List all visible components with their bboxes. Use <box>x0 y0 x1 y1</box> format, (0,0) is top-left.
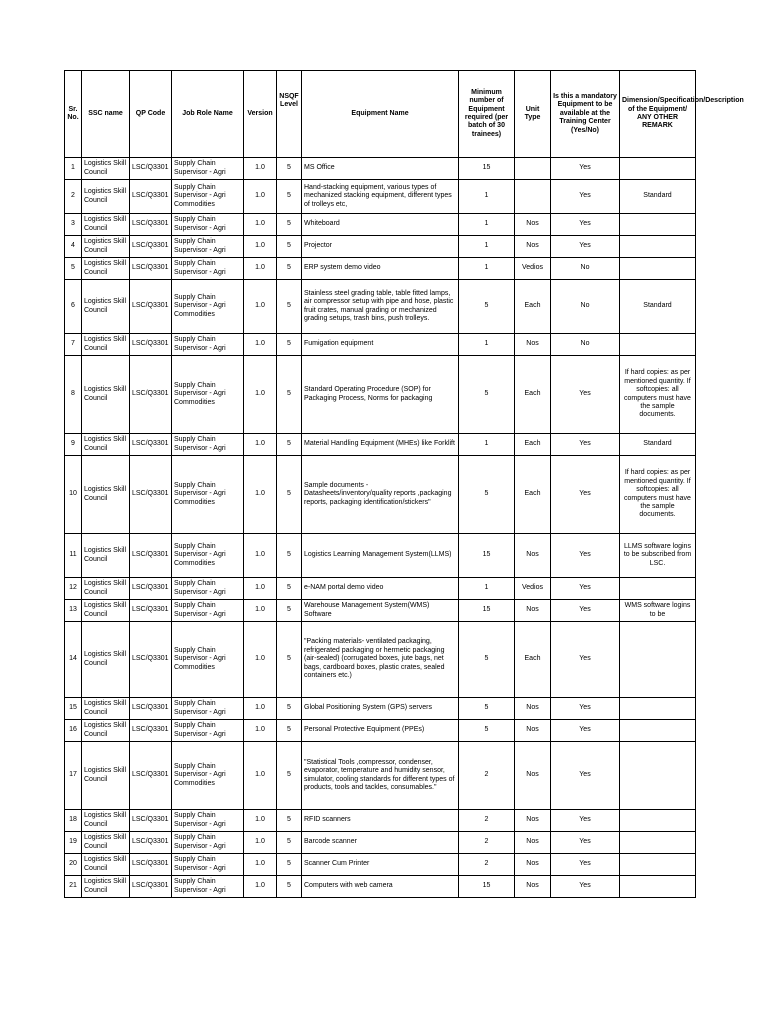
remark-cell: LLMS software logins to be subscribed from LSC. <box>620 534 696 578</box>
remark-cell <box>620 854 696 876</box>
sr-no-cell: 17 <box>65 742 82 810</box>
equipment-name-cell: Whiteboard <box>302 214 459 236</box>
mandatory-cell: Yes <box>551 832 620 854</box>
job-role-cell: Supply Chain Supervisor - Agri <box>172 158 244 180</box>
version-cell: 1.0 <box>244 810 277 832</box>
table-row <box>65 600 696 622</box>
qp-code-cell: LSC/Q3301 <box>130 578 172 600</box>
sr-no-cell: 21 <box>65 876 82 898</box>
remark-cell <box>620 578 696 600</box>
job-role-cell: Supply Chain Supervisor - Agri <box>172 698 244 720</box>
table-row <box>65 854 696 876</box>
minimum-number-cell: 1 <box>459 434 515 456</box>
version-cell: 1.0 <box>244 534 277 578</box>
unit-type-cell: Each <box>515 280 551 334</box>
remark-cell <box>620 334 696 356</box>
unit-type-cell: Nos <box>515 334 551 356</box>
equipment-name-cell: "Packing materials- ventilated packaging, refrigerated packaging or hermetic packaging (air-sealed) (corrugated boxes, jute bags, net bags, cardboard boxes, plastic crates, sealed containers etc.) <box>302 622 459 698</box>
nsqf-level-cell: 5 <box>277 258 302 280</box>
unit-type-cell: Nos <box>515 236 551 258</box>
qp-code-cell: LSC/Q3301 <box>130 434 172 456</box>
table-row <box>65 334 696 356</box>
unit-type-cell: Nos <box>515 720 551 742</box>
table-row <box>65 158 696 180</box>
nsqf-level-cell: 5 <box>277 578 302 600</box>
version-cell: 1.0 <box>244 280 277 334</box>
unit-type-cell: Nos <box>515 534 551 578</box>
nsqf-level-cell: 5 <box>277 434 302 456</box>
sr-no-cell: 11 <box>65 534 82 578</box>
qp-code-cell: LSC/Q3301 <box>130 214 172 236</box>
ssc-name-cell: Logistics Skill Council <box>82 434 130 456</box>
sr-no-cell: 10 <box>65 456 82 534</box>
equipment-name-cell: Personal Protective Equipment (PPEs) <box>302 720 459 742</box>
equipment-name-cell: Hand-stacking equipment, various types of mechanized stacking equipment, different types of trolleys etc, <box>302 180 459 214</box>
unit-type-cell: Nos <box>515 876 551 898</box>
sr-no-cell: 12 <box>65 578 82 600</box>
header-minimum-number: Minimum number of Equipment required (per batch of 30 trainees) <box>459 71 515 158</box>
minimum-number-cell: 2 <box>459 742 515 810</box>
ssc-name-cell: Logistics Skill Council <box>82 600 130 622</box>
nsqf-level-cell: 5 <box>277 534 302 578</box>
version-cell: 1.0 <box>244 876 277 898</box>
version-cell: 1.0 <box>244 578 277 600</box>
mandatory-cell: Yes <box>551 214 620 236</box>
ssc-name-cell: Logistics Skill Council <box>82 876 130 898</box>
remark-cell: Standard <box>620 434 696 456</box>
header-row <box>65 71 696 158</box>
table-row <box>65 876 696 898</box>
remark-cell <box>620 236 696 258</box>
table-row <box>65 622 696 698</box>
qp-code-cell: LSC/Q3301 <box>130 280 172 334</box>
mandatory-cell: Yes <box>551 456 620 534</box>
equipment-table <box>64 70 744 898</box>
remark-cell: Standard <box>620 180 696 214</box>
qp-code-cell: LSC/Q3301 <box>130 334 172 356</box>
job-role-cell: Supply Chain Supervisor - Agri <box>172 600 244 622</box>
job-role-cell: Supply Chain Supervisor - Agri Commodities <box>172 456 244 534</box>
sr-no-cell: 14 <box>65 622 82 698</box>
remark-cell <box>620 622 696 698</box>
mandatory-cell: Yes <box>551 622 620 698</box>
qp-code-cell: LSC/Q3301 <box>130 158 172 180</box>
job-role-cell: Supply Chain Supervisor - Agri Commodities <box>172 742 244 810</box>
version-cell: 1.0 <box>244 334 277 356</box>
nsqf-level-cell: 5 <box>277 742 302 810</box>
nsqf-level-cell: 5 <box>277 720 302 742</box>
qp-code-cell: LSC/Q3301 <box>130 876 172 898</box>
equipment-name-cell: Barcode scanner <box>302 832 459 854</box>
mandatory-cell: Yes <box>551 578 620 600</box>
job-role-cell: Supply Chain Supervisor - Agri <box>172 854 244 876</box>
ssc-name-cell: Logistics Skill Council <box>82 832 130 854</box>
equipment-name-cell: Fumigation equipment <box>302 334 459 356</box>
table-row <box>65 832 696 854</box>
table-row <box>65 810 696 832</box>
equipment-name-cell: e-NAM portal demo video <box>302 578 459 600</box>
sr-no-cell: 19 <box>65 832 82 854</box>
nsqf-level-cell: 5 <box>277 876 302 898</box>
unit-type-cell: Nos <box>515 854 551 876</box>
sr-no-cell: 3 <box>65 214 82 236</box>
equipment-name-cell: Standard Operating Procedure (SOP) for Packaging Process, Norms for packaging <box>302 356 459 434</box>
header-unit-type: Unit Type <box>515 71 551 158</box>
remark-cell: WMS software logins to be <box>620 600 696 622</box>
unit-type-cell: Vedios <box>515 578 551 600</box>
table-row <box>65 434 696 456</box>
table-row <box>65 456 696 534</box>
qp-code-cell: LSC/Q3301 <box>130 356 172 434</box>
version-cell: 1.0 <box>244 600 277 622</box>
mandatory-cell: Yes <box>551 236 620 258</box>
job-role-cell: Supply Chain Supervisor - Agri <box>172 258 244 280</box>
mandatory-cell: Yes <box>551 180 620 214</box>
sr-no-cell: 2 <box>65 180 82 214</box>
version-cell: 1.0 <box>244 698 277 720</box>
ssc-name-cell: Logistics Skill Council <box>82 810 130 832</box>
table-body <box>65 158 696 898</box>
nsqf-level-cell: 5 <box>277 158 302 180</box>
unit-type-cell <box>515 180 551 214</box>
version-cell: 1.0 <box>244 434 277 456</box>
qp-code-cell: LSC/Q3301 <box>130 180 172 214</box>
unit-type-cell: Nos <box>515 742 551 810</box>
version-cell: 1.0 <box>244 158 277 180</box>
job-role-cell: Supply Chain Supervisor - Agri Commodities <box>172 180 244 214</box>
sr-no-cell: 16 <box>65 720 82 742</box>
table-row <box>65 214 696 236</box>
qp-code-cell: LSC/Q3301 <box>130 720 172 742</box>
ssc-name-cell: Logistics Skill Council <box>82 280 130 334</box>
unit-type-cell: Nos <box>515 698 551 720</box>
ssc-name-cell: Logistics Skill Council <box>82 742 130 810</box>
nsqf-level-cell: 5 <box>277 214 302 236</box>
ssc-name-cell: Logistics Skill Council <box>82 258 130 280</box>
remark-cell: If hard copies: as per mentioned quantity. If softcopies: all computers must have the sample documents. <box>620 356 696 434</box>
mandatory-cell: Yes <box>551 434 620 456</box>
minimum-number-cell: 15 <box>459 534 515 578</box>
header-ssc-name: SSC name <box>82 71 130 158</box>
mandatory-cell: Yes <box>551 534 620 578</box>
mandatory-cell: Yes <box>551 600 620 622</box>
remark-cell <box>620 158 696 180</box>
mandatory-cell: No <box>551 334 620 356</box>
equipment-name-cell: "Statistical Tools ,compressor, condenser, evaporator, temperature and humidity sensor, simulator, cooling standards for different types of products, tools and tackles, consumables." <box>302 742 459 810</box>
equipment-name-cell: Global Positioning System (GPS) servers <box>302 698 459 720</box>
ssc-name-cell: Logistics Skill Council <box>82 356 130 434</box>
minimum-number-cell: 1 <box>459 180 515 214</box>
mandatory-cell: Yes <box>551 356 620 434</box>
sr-no-cell: 7 <box>65 334 82 356</box>
sr-no-cell: 5 <box>65 258 82 280</box>
mandatory-cell: Yes <box>551 720 620 742</box>
header-version: Version <box>244 71 277 158</box>
mandatory-cell: Yes <box>551 742 620 810</box>
job-role-cell: Supply Chain Supervisor - Agri Commodities <box>172 534 244 578</box>
minimum-number-cell: 1 <box>459 236 515 258</box>
minimum-number-cell: 5 <box>459 720 515 742</box>
table-row <box>65 236 696 258</box>
ssc-name-cell: Logistics Skill Council <box>82 236 130 258</box>
nsqf-level-cell: 5 <box>277 854 302 876</box>
minimum-number-cell: 2 <box>459 832 515 854</box>
job-role-cell: Supply Chain Supervisor - Agri <box>172 720 244 742</box>
header-equipment-name: Equipment Name <box>302 71 459 158</box>
ssc-name-cell: Logistics Skill Council <box>82 158 130 180</box>
ssc-name-cell: Logistics Skill Council <box>82 534 130 578</box>
qp-code-cell: LSC/Q3301 <box>130 600 172 622</box>
qp-code-cell: LSC/Q3301 <box>130 810 172 832</box>
version-cell: 1.0 <box>244 236 277 258</box>
sr-no-cell: 8 <box>65 356 82 434</box>
job-role-cell: Supply Chain Supervisor - Agri <box>172 578 244 600</box>
nsqf-level-cell: 5 <box>277 334 302 356</box>
equipment-name-cell: Scanner Cum Printer <box>302 854 459 876</box>
remark-cell <box>620 810 696 832</box>
equipment-name-cell: Projector <box>302 236 459 258</box>
version-cell: 1.0 <box>244 854 277 876</box>
qp-code-cell: LSC/Q3301 <box>130 622 172 698</box>
mandatory-cell: No <box>551 258 620 280</box>
version-cell: 1.0 <box>244 356 277 434</box>
nsqf-level-cell: 5 <box>277 600 302 622</box>
header-nsqf-level: NSQF Level <box>277 71 302 158</box>
minimum-number-cell: 5 <box>459 456 515 534</box>
qp-code-cell: LSC/Q3301 <box>130 456 172 534</box>
sr-no-cell: 6 <box>65 280 82 334</box>
job-role-cell: Supply Chain Supervisor - Agri <box>172 334 244 356</box>
mandatory-cell: Yes <box>551 854 620 876</box>
table-row <box>65 534 696 578</box>
unit-type-cell: Nos <box>515 810 551 832</box>
table-row <box>65 698 696 720</box>
ssc-name-cell: Logistics Skill Council <box>82 334 130 356</box>
nsqf-level-cell: 5 <box>277 810 302 832</box>
minimum-number-cell: 5 <box>459 356 515 434</box>
job-role-cell: Supply Chain Supervisor - Agri <box>172 832 244 854</box>
nsqf-level-cell: 5 <box>277 180 302 214</box>
qp-code-cell: LSC/Q3301 <box>130 854 172 876</box>
remark-cell <box>620 742 696 810</box>
ssc-name-cell: Logistics Skill Council <box>82 180 130 214</box>
header-job-role: Job Role Name <box>172 71 244 158</box>
job-role-cell: Supply Chain Supervisor - Agri <box>172 810 244 832</box>
mandatory-cell: Yes <box>551 876 620 898</box>
nsqf-level-cell: 5 <box>277 832 302 854</box>
sr-no-cell: 4 <box>65 236 82 258</box>
ssc-name-cell: Logistics Skill Council <box>82 456 130 534</box>
unit-type-cell: Each <box>515 622 551 698</box>
remark-cell <box>620 214 696 236</box>
sr-no-cell: 15 <box>65 698 82 720</box>
equipment-name-cell: MS Office <box>302 158 459 180</box>
job-role-cell: Supply Chain Supervisor - Agri <box>172 214 244 236</box>
mandatory-cell: Yes <box>551 810 620 832</box>
job-role-cell: Supply Chain Supervisor - Agri <box>172 236 244 258</box>
table-row <box>65 356 696 434</box>
equipment-name-cell: Stainless steel grading table, table fitted lamps, air compressor setup with pipe and hose, plastic fruit crates, manual grading or mechanized grading setups, trash bins, push trolleys. <box>302 280 459 334</box>
remark-cell: Standard <box>620 280 696 334</box>
job-role-cell: Supply Chain Supervisor - Agri Commodities <box>172 280 244 334</box>
sr-no-cell: 9 <box>65 434 82 456</box>
remark-cell <box>620 832 696 854</box>
mandatory-cell: Yes <box>551 158 620 180</box>
qp-code-cell: LSC/Q3301 <box>130 742 172 810</box>
remark-cell <box>620 876 696 898</box>
remark-cell <box>620 720 696 742</box>
equipment-name-cell: Material Handling Equipment (MHEs) like Forklift <box>302 434 459 456</box>
table-row <box>65 578 696 600</box>
remark-cell <box>620 698 696 720</box>
qp-code-cell: LSC/Q3301 <box>130 236 172 258</box>
minimum-number-cell: 1 <box>459 258 515 280</box>
ssc-name-cell: Logistics Skill Council <box>82 854 130 876</box>
unit-type-cell: Vedios <box>515 258 551 280</box>
minimum-number-cell: 5 <box>459 280 515 334</box>
minimum-number-cell: 2 <box>459 854 515 876</box>
header-sr-no: Sr. No. <box>65 71 82 158</box>
minimum-number-cell: 15 <box>459 876 515 898</box>
minimum-number-cell: 15 <box>459 600 515 622</box>
mandatory-cell: Yes <box>551 698 620 720</box>
nsqf-level-cell: 5 <box>277 236 302 258</box>
version-cell: 1.0 <box>244 742 277 810</box>
version-cell: 1.0 <box>244 720 277 742</box>
table-row <box>65 180 696 214</box>
nsqf-level-cell: 5 <box>277 622 302 698</box>
remark-cell: If hard copies: as per mentioned quantity. If softcopies: all computers must have the sample documents. <box>620 456 696 534</box>
header-qp-code: QP Code <box>130 71 172 158</box>
job-role-cell: Supply Chain Supervisor - Agri <box>172 876 244 898</box>
ssc-name-cell: Logistics Skill Council <box>82 578 130 600</box>
equipment-name-cell: Logistics Learning Management System(LLMS) <box>302 534 459 578</box>
qp-code-cell: LSC/Q3301 <box>130 832 172 854</box>
table-row <box>65 720 696 742</box>
job-role-cell: Supply Chain Supervisor - Agri Commodities <box>172 622 244 698</box>
equipment-name-cell: Warehouse Management System(WMS) Software <box>302 600 459 622</box>
version-cell: 1.0 <box>244 622 277 698</box>
qp-code-cell: LSC/Q3301 <box>130 534 172 578</box>
header-remark: Dimension/Specification/Description of the Equipment/ ANY OTHER REMARK <box>620 71 696 158</box>
equipment-name-cell: RFID scanners <box>302 810 459 832</box>
minimum-number-cell: 1 <box>459 214 515 236</box>
minimum-number-cell: 15 <box>459 158 515 180</box>
version-cell: 1.0 <box>244 832 277 854</box>
version-cell: 1.0 <box>244 258 277 280</box>
header-mandatory: Is this a mandatory Equipment to be available at the Training Center (Yes/No) <box>551 71 620 158</box>
ssc-name-cell: Logistics Skill Council <box>82 720 130 742</box>
minimum-number-cell: 5 <box>459 622 515 698</box>
ssc-name-cell: Logistics Skill Council <box>82 622 130 698</box>
unit-type-cell: Each <box>515 434 551 456</box>
ssc-name-cell: Logistics Skill Council <box>82 698 130 720</box>
nsqf-level-cell: 5 <box>277 456 302 534</box>
sr-no-cell: 13 <box>65 600 82 622</box>
table-row <box>65 280 696 334</box>
equipment-name-cell: ERP system demo video <box>302 258 459 280</box>
mandatory-cell: No <box>551 280 620 334</box>
unit-type-cell: Nos <box>515 600 551 622</box>
equipment-name-cell: Sample documents - Datasheets/inventory/quality reports ,packaging reports, packaging identification/stickers" <box>302 456 459 534</box>
unit-type-cell: Each <box>515 356 551 434</box>
unit-type-cell: Nos <box>515 832 551 854</box>
minimum-number-cell: 1 <box>459 578 515 600</box>
equipment-name-cell: Computers with web camera <box>302 876 459 898</box>
qp-code-cell: LSC/Q3301 <box>130 258 172 280</box>
version-cell: 1.0 <box>244 180 277 214</box>
minimum-number-cell: 2 <box>459 810 515 832</box>
unit-type-cell <box>515 158 551 180</box>
table-row <box>65 742 696 810</box>
sr-no-cell: 18 <box>65 810 82 832</box>
nsqf-level-cell: 5 <box>277 280 302 334</box>
nsqf-level-cell: 5 <box>277 698 302 720</box>
minimum-number-cell: 5 <box>459 698 515 720</box>
sr-no-cell: 1 <box>65 158 82 180</box>
nsqf-level-cell: 5 <box>277 356 302 434</box>
version-cell: 1.0 <box>244 456 277 534</box>
unit-type-cell: Each <box>515 456 551 534</box>
job-role-cell: Supply Chain Supervisor - Agri <box>172 434 244 456</box>
qp-code-cell: LSC/Q3301 <box>130 698 172 720</box>
minimum-number-cell: 1 <box>459 334 515 356</box>
ssc-name-cell: Logistics Skill Council <box>82 214 130 236</box>
version-cell: 1.0 <box>244 214 277 236</box>
table-row <box>65 258 696 280</box>
unit-type-cell: Nos <box>515 214 551 236</box>
remark-cell <box>620 258 696 280</box>
sr-no-cell: 20 <box>65 854 82 876</box>
job-role-cell: Supply Chain Supervisor - Agri Commodities <box>172 356 244 434</box>
